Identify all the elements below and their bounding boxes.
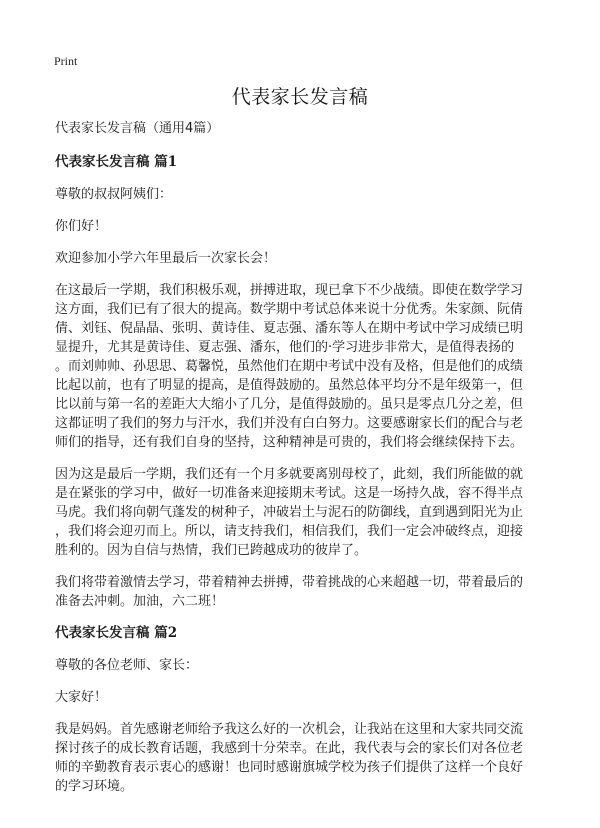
page-title: 代表家长发言稿: [231, 86, 369, 108]
text-line: 我是妈妈。首先感谢老师给予我这么好的一次机会，让我站在这里和大家共同交流: [55, 722, 524, 737]
body-paragraph: [55, 720, 575, 796]
text-line: 比起以前，也有了明显的提高，是值得鼓励的。虽然总体平均分不是年级第一，但: [55, 378, 524, 393]
text-line: 胜利的。因为自信与热情，我们已跨越成功的彼岸了。: [55, 543, 368, 558]
text-line: 我们将带着激情去学习，带着精神去拼搏，带着挑战的心来超越一切，带着最后的: [55, 575, 524, 590]
text-line: 马虎。我们将向朝气蓬发的树种子，冲破岩土与泥石的防御线，直到遇到阳光为止: [55, 505, 524, 520]
text-line: 的学习环境。: [55, 779, 134, 794]
text-line: 尊敬的叔叔阿姨们：: [55, 187, 173, 202]
text-line: 大家好！: [55, 690, 108, 705]
document-body: [55, 120, 575, 809]
section-heading-1: 代表家长发言稿 篇1: [55, 154, 178, 170]
text-line: 师的辛勤教育表示衷心的感谢！也同时感谢旗城学校为孩子们提供了这样一个良好: [55, 760, 524, 775]
text-line: 。而刘帅帅、孙思思、葛馨悦，虽然他们在期中考试中没有及格，但是他们的成绩: [55, 359, 524, 374]
closing-paragraph: [55, 573, 575, 611]
text-line: 欢迎参加小学六年里最后一次家长会！: [55, 251, 277, 266]
text-line: 在这最后一学期，我们积极乐观，拼搏进取，现已拿下不少战绩。即使在数学学习: [55, 283, 524, 298]
greeting: [55, 688, 575, 707]
print-link[interactable]: Print: [54, 54, 78, 68]
greeting: [55, 217, 575, 236]
text-line: 探讨孩子的成长教育话题，我感到十分荣幸。在此，我代表与会的家长们对各位老: [55, 741, 524, 756]
text-line: 是在紧张的学习中，做好一切准备来迎接期末考试。这是一场持久战，容不得半点: [55, 486, 524, 501]
document-subtitle: 代表家长发言稿（通用4篇）: [55, 121, 220, 136]
salutation: [55, 185, 575, 204]
text-line: 师们的指导，还有我们自身的坚持，这种精神是可贵的，我们将会继续保持下去。: [55, 435, 524, 450]
text-line: ，我们将会迎刃而上。所以，请支持我们，相信我们，我们一定会冲破终点，迎接: [55, 524, 524, 539]
text-line: 尊敬的各位老师、家长：: [55, 658, 199, 673]
text-line: 显提升，尤其是黄诗佳、夏志强、潘东，他们的·学习进步非常大，是值得表扬的: [55, 340, 515, 355]
text-line: 你们好！: [55, 219, 108, 234]
body-paragraph: [55, 465, 575, 560]
text-line: 倩、刘钰、倪晶晶、张明、黄诗佳、夏志强、潘东等人在期中考试中学习成绩已明: [55, 321, 524, 336]
salutation: [55, 656, 575, 675]
section-heading-2: 代表家长发言稿 篇2: [55, 625, 178, 641]
welcome-paragraph: [55, 249, 575, 268]
text-line: 比以前与第一名的差距大大缩小了几分，是值得鼓励的。虽只是零点几分之差，但: [55, 397, 524, 412]
text-line: 因为这是最后一学期，我们还有一个月多就要离别母校了，此刻，我们所能做的就: [55, 467, 524, 482]
text-line: 这方面，我们已有了很大的提高。数学期中考试总体来说十分优秀。朱家颜、阮倩: [55, 302, 524, 317]
text-line: 准备去冲刺。加油，六二班！: [55, 594, 225, 609]
text-line: 这都证明了我们的努力与汗水，我们并没有白白努力。这要感谢家长们的配合与老: [55, 416, 524, 431]
body-paragraph: [55, 281, 575, 452]
